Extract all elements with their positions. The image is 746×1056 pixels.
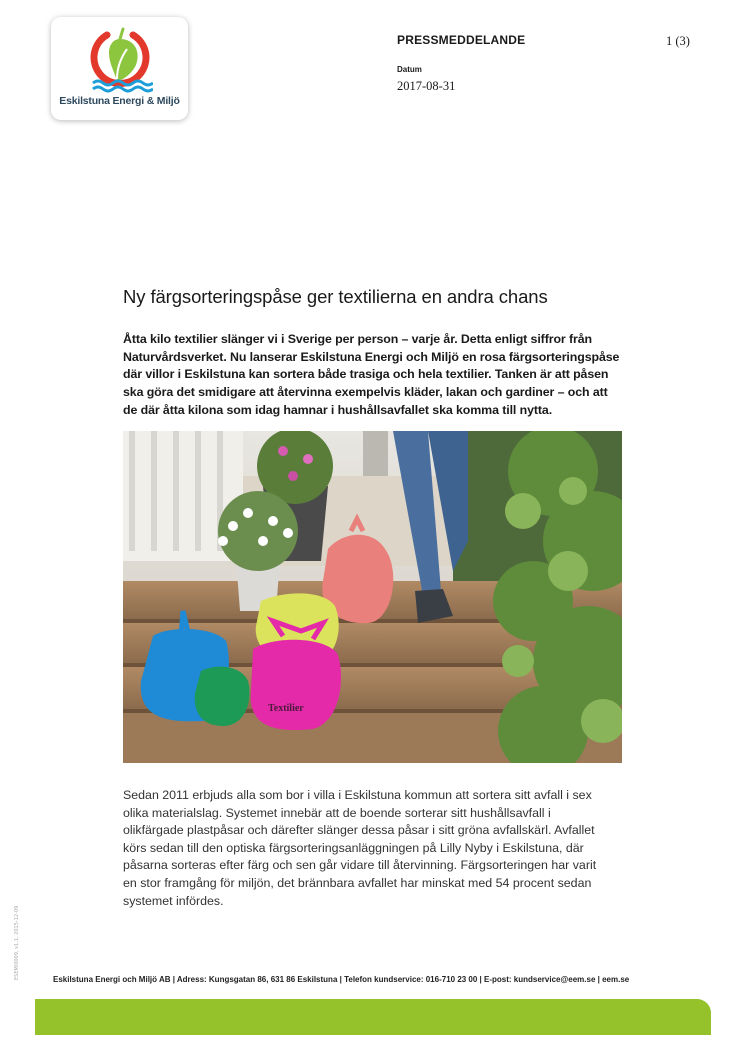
lead-paragraph: Åtta kilo textilier slänger vi i Sverige per person – varje år. Detta enligt siffror från Naturvårdsverket. Nu lanserar Eskilstuna Energi och Miljö en rosa färgsorteringspåse där villor i Eskilstuna kan sortera både trasiga och hela textilier. Tanken är att påsen ska göra det smidigare att återvinna exempelvis kläder, lakan och gardiner – och att de där åtta kilona som idag hamnar i hushållsavfallet ska komma till nytta. (123, 332, 620, 417)
document-code: ESEMi0009, v1.1, 2015-12-09 (14, 905, 20, 980)
article-photo (123, 431, 622, 763)
page-number: 1 (3) (666, 34, 690, 48)
apple-logo-icon (87, 25, 153, 93)
footer-bar (35, 999, 711, 1035)
date-label: Datum (397, 65, 422, 74)
document-type: PRESSMEDDELANDE (397, 33, 526, 47)
bag-label: Textilier (268, 703, 304, 714)
body-paragraph: Sedan 2011 erbjuds alla som bor i villa i Eskilstuna kommun att sortera sitt avfall i sex olika materialslag. Systemet innebär att de boende sorterar sitt hushållsavfall i olikfärgade plastpåsar och därefter slänger dessa påsar i sitt gröna avfallskärl. Avfallet körs sedan till den optiska färgsorteringsanläggningen på Lilly Nyby i Eskilstuna, där påsarna sorteras efter färg och sen går vidare till återvinning. Färgsorteringen har varit en stor framgång för miljön, det brännbara avfallet har minskat med 54 procent sedan systemet infördes. (123, 788, 597, 908)
company-logo (51, 17, 188, 120)
footer-contact: Eskilstuna Energi och Miljö AB | Adress: Kungsgatan 86, 631 86 Eskilstuna | Telefon kundservice: 016-710 23 00 | E-post: kundservice@eem.se | eem.se (53, 975, 630, 984)
date-value: 2017-08-31 (397, 79, 456, 93)
logo-text: Eskilstuna Energi & Miljö (59, 95, 180, 107)
headline: Ny färgsorteringspåse ger textilierna en andra chans (123, 286, 548, 307)
